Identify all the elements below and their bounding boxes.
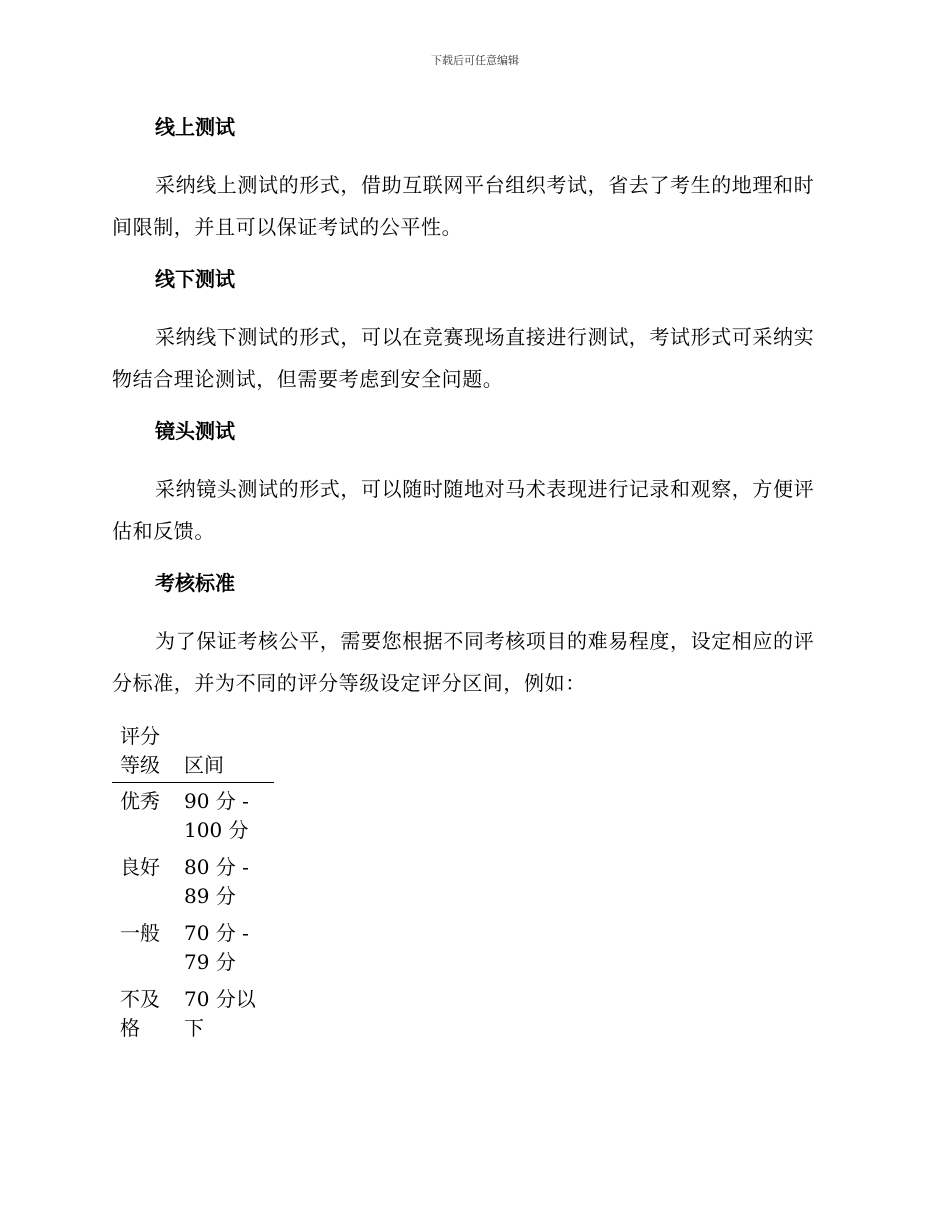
section-heading-offline-test: 线下测试 <box>155 267 235 291</box>
table-row <box>112 915 274 981</box>
section-body-offline-test: 采纳线下测试的形式，可以在竞赛现场直接进行测试，考试形式可采纳实物结合理论测试，但需要考虑到安全问题。 <box>112 325 815 391</box>
section-heading-camera-test: 镜头测试 <box>155 419 235 443</box>
range-cell: 70 分以下 <box>184 987 256 1040</box>
grade-cell: 一般 <box>120 921 160 945</box>
page-header: 下载后可任意编辑 <box>431 54 519 67</box>
table-row <box>112 981 274 1047</box>
section-heading-assessment-criteria: 考核标准 <box>155 571 235 595</box>
section-heading-online-test: 线上测试 <box>155 115 235 139</box>
grade-column-header: 评分等级 <box>112 722 176 783</box>
section-body-camera-test: 采纳镜头测试的形式，可以随时随地对马术表现进行记录和观察，方便评估和反馈。 <box>112 477 815 543</box>
document-body <box>112 112 830 1047</box>
range-cell: 70 分 - 79 分 <box>184 921 249 974</box>
table-row <box>112 783 274 850</box>
section-body-assessment-criteria: 为了保证考核公平，需要您根据不同考核项目的难易程度，设定相应的评分标准，并为不同的评分等级设定评分区间，例如： <box>112 629 815 695</box>
grade-table <box>112 722 274 1047</box>
section-body-online-test: 采纳线上测试的形式，借助互联网平台组织考试，省去了考生的地理和时间限制，并且可以保证考试的公平性。 <box>112 173 815 239</box>
range-cell: 90 分 - 100 分 <box>184 789 249 842</box>
table-row <box>112 849 274 915</box>
grade-cell: 良好 <box>120 855 160 879</box>
range-column-header: 区间 <box>176 722 274 783</box>
range-cell: 80 分 - 89 分 <box>184 855 249 908</box>
grade-cell: 优秀 <box>120 789 160 813</box>
grade-cell: 不及格 <box>120 987 160 1040</box>
grade-table-header-row <box>112 722 274 783</box>
